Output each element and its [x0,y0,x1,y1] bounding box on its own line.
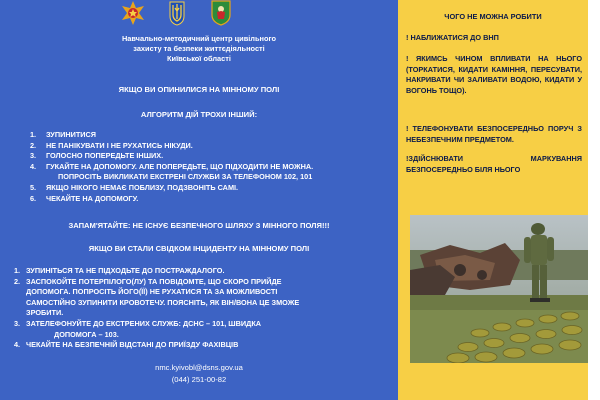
witness-step-continuation: ЗРОБИТИ. [26,308,64,318]
contact-block [0,362,398,386]
steps-list [30,130,390,204]
step-item-continuation: ПОПРОСІТЬ ВИКЛИКАТИ ЕКСТРЕНІ СЛУЖБИ ЗА ТЕЛЕФОНОМ 102, 101 [58,172,313,182]
step-item: 5. ЯКЩО НІКОГО НЕМАЄ ПОБЛИЗУ, ПОДЗВОНІТЬ САМІ. [30,182,239,192]
witness-step-continuation: ДОПОМОГА. ПОПРОСІТЬ ЙОГО(ЇЇ) НЕ РУХАТИСЯ ТА ЗА МОЖЛИВОСТІ [26,287,278,297]
witness-step-continuation: ДОПОМОГА – 103. [54,329,119,339]
step-item: 2. НЕ ПАНІКУВАТИ І НЕ РУХАТИСЬ НІКУДИ. [30,140,193,150]
heading-witness: ЯКЩО ВИ СТАЛИ СВІДКОМ ІНЦИДЕНТУ НА МІННОМУ ПОЛІ [88,244,310,253]
dont-item-marking: !ЗДІЙСНЮВАТИ МАРКУВАННЯ БЕЗПОСЕРЕДНЬО БІЛЯ НЬОГО [406,154,582,174]
warning-no-safe-path: ЗАПАМ'ЯТАЙТЕ: НЕ ІСНУЄ БЕЗПЕЧНОГО ШЛЯХУ З МІННОГО ПОЛЯ!!! [68,221,330,230]
witness-step-item: 2. ЗАСПОКОЙТЕ ПОТЕРПІЛОГО(ЛУ) ТА ПОВІДОМТЕ, ЩО СКОРО ПРИЙДЕ [14,276,282,286]
organization-name [0,34,398,64]
dont-item-interact: ! ЯКИМСЬ ЧИНОМ ВПЛИВАТИ НА НЬОГО (ТОРКАТИСЯ, КИДАТИ КАМІННЯ, ПЕРЕСУВАТИ, НАКРИВАТИ ЧИ ЗАЛИВАТИ ВОДОЮ, КИДАТИ У ВОГОНЬ ТОЩО). [406,54,582,95]
contact-phone: (044) 251-00-82 [171,375,227,384]
witness-step-item: 3. ЗАТЕЛЕФОНУЙТЕ ДО ЕКСТРЕНИХ СЛУЖБ: ДСНС – 101, ШВИДКА [14,318,262,328]
emblems-row [118,0,236,26]
org-line-2: захисту та безпеки життєдіяльності [133,44,265,53]
soldier-with-mines-photo [410,215,588,363]
step-item: 1. ЗУПИНИТИСЯ [30,130,97,139]
step-item: 4. ГУКАЙТЕ НА ДОПОМОГУ. АЛЕ ПОПЕРЕДЬТЕ, ЩО ПІДХОДИТИ НЕ МОЖНА. [30,161,314,171]
org-line-1: Навчально-методичний центр цивільного [121,34,277,43]
kyiv-oblast-emblem-icon [206,0,236,26]
witness-steps-list [14,266,394,351]
witness-step-continuation: САМОСТІЙНО ЗУПИНИТИ КРОВОТЕЧУ. ПОЯСНІТЬ, ЯК ВІН/ВОНА ЦЕ ЗМОЖЕ [26,297,300,307]
org-line-3: Київської області [167,54,231,63]
witness-step-item: 4. ЧЕКАЙТЕ НА БЕЗПЕЧНІЙ ВІДСТАНІ ДО ПРИЇЗДУ ФАХІВЦІВ [14,340,239,350]
witness-step-item: 1. ЗУПИНІТЬСЯ ТА НЕ ПІДХОДЬТЕ ДО ПОСТРАЖДАЛОГО. [14,266,225,275]
dont-item-approach: ! НАБЛИЖАТИСЯ ДО ВНП [406,33,499,42]
dsns-emblem-icon [118,0,148,26]
heading-minefield: ЯКЩО ВИ ОПИНИЛИСЯ НА МІННОМУ ПОЛІ [118,85,280,94]
heading-algorithm: АЛГОРИТМ ДІЙ ТРОХИ ІНШИЙ: [140,110,258,119]
ukraine-trident-icon [162,0,192,26]
donts-title: ЧОГО НЕ МОЖНА РОБИТИ [444,12,542,21]
step-item: 3. ГОЛОСНО ПОПЕРЕДЬТЕ ІНШИХ. [30,151,164,161]
right-margin [588,0,600,400]
contact-email[interactable]: nmc.kyivobl@dsns.gov.ua [155,363,243,372]
dont-item-phone: ! ТЕЛЕФОНУВАТИ БЕЗПОСЕРЕДНЬО ПОРУЧ З НЕБЕЗПЕЧНИМ ПРЕДМЕТОМ. [406,124,582,144]
step-item: 6. ЧЕКАЙТЕ НА ДОПОМОГУ. [30,193,139,203]
